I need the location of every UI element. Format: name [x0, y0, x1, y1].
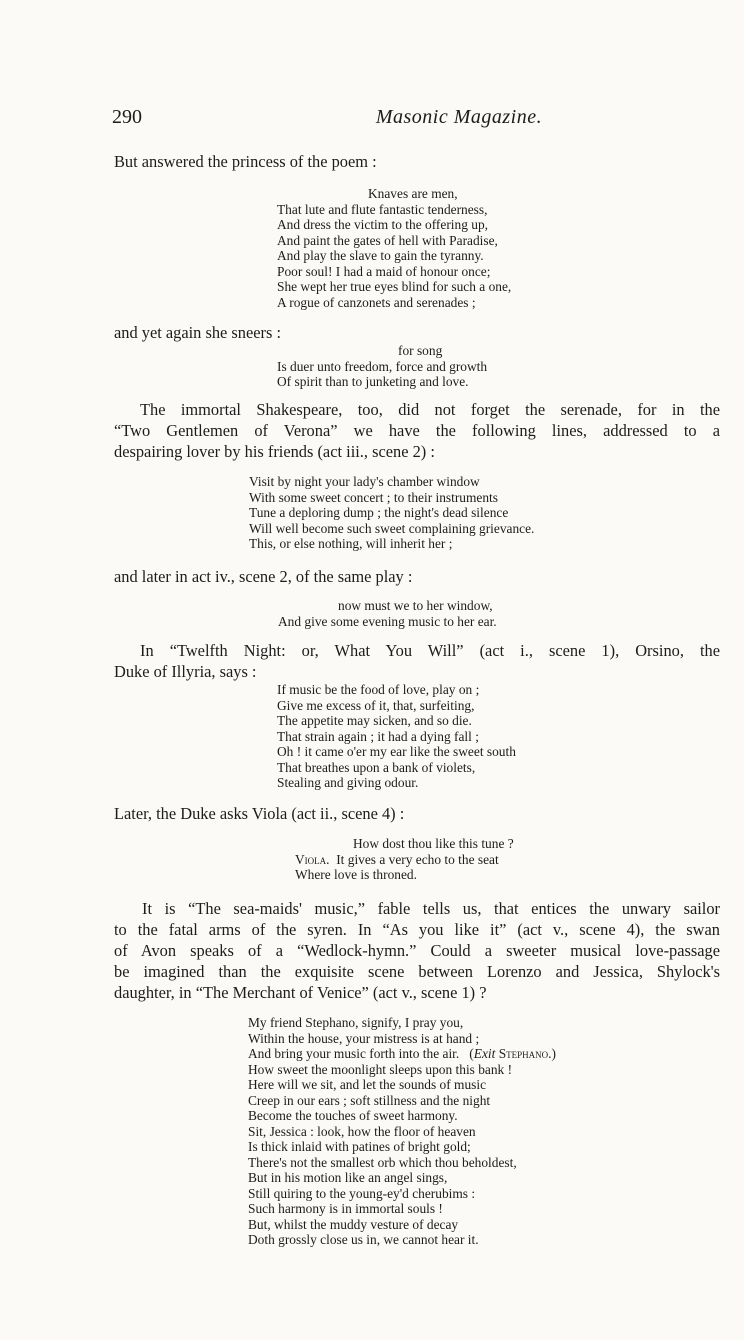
verse-line: Sit, Jessica : look, how the floor of heaven [248, 1123, 476, 1139]
verse-line: Will well become such sweet complaining grievance. [249, 520, 535, 536]
paragraph-shakespeare-line2: “Two Gentlemen of Verona” we have the following lines, addressed to a [114, 421, 720, 440]
verse-line: With some sweet concert ; to their instruments [249, 489, 498, 505]
paragraph-sea-maids-line1: It is “The sea-maids' music,” fable tells us, that entices the unwary sailor [142, 899, 720, 918]
verse-line: Where love is throned. [295, 867, 417, 882]
speaker-name: Viola. [295, 851, 330, 867]
verse-line: now must we to her window, [338, 598, 493, 613]
verse-line: The appetite may sicken, and so die. [277, 713, 472, 728]
verse-line: She wept her true eyes blind for such a one, [277, 279, 512, 294]
verse-line: A rogue of canzonets and serenades ; [277, 294, 476, 310]
verse-line: If music be the food of love, play on ; [277, 682, 480, 697]
verse-line: How dost thou like this tune ? [353, 836, 514, 851]
verse-line: That breathes upon a bank of violets, [277, 759, 476, 775]
verse-line: Of spirit than to junketing and love. [277, 374, 469, 389]
paragraph-twelfth-night-line2: Duke of Illyria, says : [114, 662, 257, 681]
verse-line: That lute and flute fantastic tenderness, [277, 201, 488, 217]
verse-line: Creep in our ears ; soft stillness and the night [248, 1092, 491, 1108]
verse-line-exit: And bring your music forth into the air. (Exit Stephano.) [248, 1046, 556, 1061]
verse-text: And bring your music forth into the air. [248, 1046, 460, 1061]
stage-direction-name: Stephano. [498, 1046, 552, 1061]
stage-direction: Exit [473, 1046, 496, 1061]
quote-music-food [277, 682, 516, 791]
verse-line: Stealing and giving odour. [277, 775, 419, 790]
paragraph-later-act: and later in act iv., scene 2, of the same play : [114, 567, 413, 586]
verse-line: Doth grossly close us in, we cannot hear it. [248, 1232, 479, 1247]
paragraph-sea-maids-line3: of Avon speaks of a “Wedlock-hymn.” Could a sweeter musical love-passage [114, 941, 720, 960]
paragraph-twelfth-night-line1: In “Twelfth Night: or, What You Will” (act i., scene 1), Orsino, the [140, 641, 720, 660]
verse-line: Visit by night your lady's chamber window [249, 474, 480, 489]
page-header [112, 106, 716, 136]
verse-line: There's not the smallest orb which thou beholdest, [248, 1154, 517, 1170]
verse-line: Give me excess of it, that, surfeiting, [277, 697, 475, 713]
paragraph-sea-maids-line5: daughter, in “The Merchant of Venice” (act v., scene 1) ? [114, 983, 487, 1002]
quote-window [278, 598, 497, 629]
verse-line: And dress the victim to the offering up, [277, 217, 488, 232]
verse-line: Still quiring to the young-ey'd cherubims : [248, 1185, 476, 1201]
verse-line: Knaves are men, [368, 186, 458, 201]
verse-line: Tune a deploring dump ; the night's dead silence [249, 505, 509, 520]
paragraph-sea-maids-line2: to the fatal arms of the syren. In “As you like it” (act v., scene 4), the swan [114, 920, 720, 939]
paragraph-sneers: and yet again she sneers : [114, 323, 282, 342]
verse-line: But in his motion like an angel sings, [248, 1170, 448, 1185]
verse-line: And play the slave to gain the tyranny. [277, 248, 484, 263]
paragraph-intro: But answered the princess of the poem : [114, 152, 377, 171]
verse-line: Is thick inlaid with patines of bright gold; [248, 1139, 471, 1154]
verse-line: Poor soul! I had a maid of honour once; [277, 263, 491, 279]
verse-line: But, whilst the muddy vesture of decay [248, 1216, 459, 1232]
quote-viola [295, 836, 514, 883]
paragraph-shakespeare-line3: despairing lover by his friends (act iii., scene 2) : [114, 442, 435, 461]
paragraph-shakespeare-line1: The immortal Shakespeare, too, did not forget the serenade, for in the [140, 400, 720, 419]
verse-line: Within the house, your mistress is at hand ; [248, 1030, 480, 1046]
verse-line: Is duer unto freedom, force and growth [277, 358, 488, 374]
quote-song [277, 343, 487, 390]
verse-line-speaker [295, 852, 514, 868]
running-title: Masonic Magazine. [375, 106, 543, 128]
verse-line: How sweet the moonlight sleeps upon this bank ! [248, 1061, 513, 1077]
verse-text: It gives a very echo to the seat [336, 851, 499, 867]
verse-line: Such harmony is in immortal souls ! [248, 1201, 443, 1216]
verse-line: Become the touches of sweet harmony. [248, 1108, 458, 1123]
verse-line: And give some evening music to her ear. [278, 613, 497, 629]
verse-line: And paint the gates of hell with Paradise, [277, 232, 498, 248]
verse-line: My friend Stephano, signify, I pray you, [248, 1015, 464, 1030]
verse-line: That strain again ; it had a dying fall ; [277, 728, 479, 744]
quote-gentlemen [249, 474, 534, 552]
verse-line: Here will we sit, and let the sounds of music [248, 1077, 487, 1092]
verse-line: This, or else nothing, will inherit her ; [249, 536, 453, 551]
verse-line: for song [398, 343, 443, 358]
paragraph-duke-asks: Later, the Duke asks Viola (act ii., scene 4) : [114, 804, 405, 823]
quote-merchant [248, 1015, 556, 1248]
quote-princess [277, 186, 511, 310]
verse-line: Oh ! it came o'er my ear like the sweet south [277, 744, 516, 759]
page-number: 290 [112, 106, 142, 128]
paragraph-sea-maids-line4: be imagined than the exquisite scene between Lorenzo and Jessica, Shylock's [114, 962, 720, 981]
